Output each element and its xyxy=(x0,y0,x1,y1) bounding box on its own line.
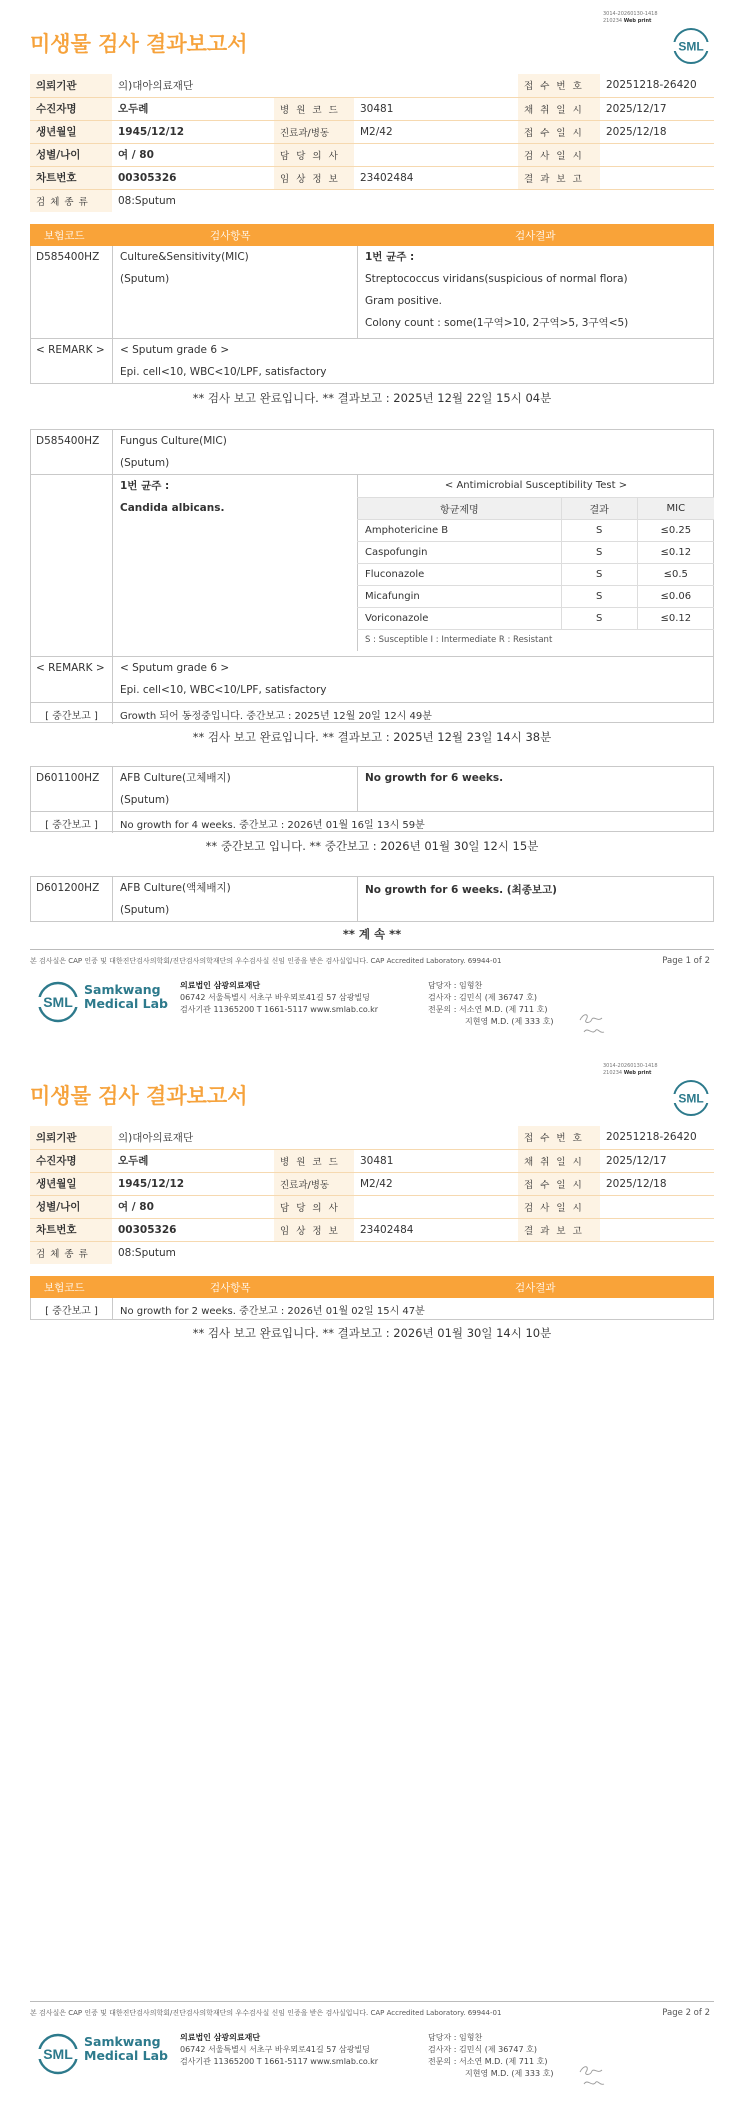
test-block-fungus-culture xyxy=(30,429,714,723)
test-code: D585400HZ xyxy=(31,430,113,474)
interim-text: No growth for 2 weeks. 중간보고 : 2026년 01월 02일 15시 47분 xyxy=(120,1306,425,1317)
test-name: AFB Culture(액체배지) xyxy=(120,882,231,894)
collect-date-label: 채 취 일 시 xyxy=(518,97,600,120)
ast-title: < Antimicrobial Susceptibility Test > xyxy=(358,475,715,497)
birth-value: 1945/12/12 xyxy=(112,120,274,143)
lab-staff: 담당자 : 임형찬 검사자 : 김민식 (제 36747 호) 전문의 : 서소연 M.D. (제 711 호) 지현영 M.D. (제 333 호) xyxy=(428,2033,554,2078)
page-number: Page 2 of 2 xyxy=(662,2008,710,2018)
test-name: Fungus Culture(MIC) xyxy=(120,435,227,447)
interim-report-line: ** 중간보고 입니다. ** 중간보고 : 2026년 01월 30일 12시 15분 xyxy=(205,839,539,853)
sml-logo-icon xyxy=(672,1079,710,1117)
signature-icon xyxy=(578,1010,608,1040)
test-specimen: (Sputum) xyxy=(120,794,170,806)
interim-label: [ 중간보고 ] xyxy=(31,703,113,724)
test-code: D585400HZ xyxy=(31,246,113,338)
report-title: 미생물 검사 결과보고서 xyxy=(30,1084,248,1108)
ast-header-mic: MIC xyxy=(637,497,714,519)
remark-label: < REMARK > xyxy=(31,657,113,702)
test-result: No growth for 6 weeks. xyxy=(357,767,713,811)
collect-date-value: 2025/12/17 xyxy=(600,97,714,120)
clinical-info-value: 23402484 xyxy=(354,166,518,189)
sml-footer-logo-icon xyxy=(36,980,80,1024)
report-complete-line: ** 검사 보고 완료입니다. ** 결과보고 : 2026년 01월 30일 14시 10분 xyxy=(192,1326,552,1340)
test-code: D601100HZ xyxy=(31,767,113,811)
ast-row: Amphotericine B S ≤0.25 xyxy=(358,519,715,541)
cap-note: 본 검사실은 CAP 인증 및 대한진단검사의학회/진단검사의학재단의 우수검사실 신임 인증을 받은 검사실입니다. CAP Accredited Laboratory. 69944-01 xyxy=(30,957,502,965)
lab-staff: 담당자 : 임형찬 검사자 : 김민식 (제 36747 호) 전문의 : 서소연 M.D. (제 711 호) 지현영 M.D. (제 333 호) xyxy=(428,981,554,1026)
interim-text: Growth 되어 동정중입니다. 중간보고 : 2025년 12월 20일 12시 49분 xyxy=(120,711,432,722)
ast-row: Micafungin S ≤0.06 xyxy=(358,585,715,607)
name-label: 수진자명 xyxy=(30,97,112,120)
svg-text:SML: SML xyxy=(43,2046,73,2062)
header-result: 검사결과 xyxy=(515,230,556,242)
receipt-no-label: 접 수 번 호 xyxy=(518,74,600,97)
test-date-label: 검 사 일 시 xyxy=(518,143,600,166)
receipt-no-value: 20251218-26420 xyxy=(600,74,714,97)
ast-row: Caspofungin S ≤0.12 xyxy=(358,541,715,563)
dept-label: 진료과/병동 xyxy=(274,120,354,143)
test-specimen: (Sputum) xyxy=(120,273,170,285)
report-date-value xyxy=(600,166,714,189)
continued-label: ** 계 속 ** xyxy=(342,927,402,941)
remark-label: < REMARK > xyxy=(31,339,113,384)
test-block-continued xyxy=(30,1298,714,1320)
dept-value: M2/42 xyxy=(354,120,518,143)
sml-logo-icon xyxy=(672,27,710,65)
report-page-2 xyxy=(0,1052,744,2104)
test-date-value xyxy=(600,143,714,166)
test-code: D601200HZ xyxy=(31,877,113,921)
hospital-code-value: 30481 xyxy=(354,97,518,120)
cap-note: 본 검사실은 CAP 인증 및 대한진단검사의학회/진단검사의학재단의 우수검사실 신임 인증을 받은 검사실입니다. CAP Accredited Laboratory. 69944-01 xyxy=(30,2009,502,2017)
strain-label: 1번 균주 : xyxy=(120,480,170,492)
svg-text:SML: SML xyxy=(678,39,704,54)
receive-date-label: 접 수 일 시 xyxy=(518,120,600,143)
header-code: 보험코드 xyxy=(44,230,85,242)
lab-name: Samkwang Medical Lab xyxy=(84,2034,168,2063)
name-value: 오두례 xyxy=(112,97,274,120)
ast-header-drug: 항균제명 xyxy=(358,497,562,519)
interim-text: No growth for 4 weeks. 중간보고 : 2026년 01월 16일 13시 59분 xyxy=(120,820,425,831)
report-date-label: 결 과 보 고 xyxy=(518,166,600,189)
print-stamp: 3014-20260130-1418 210234 Web print xyxy=(603,11,658,24)
test-block-afb-solid xyxy=(30,766,714,832)
interim-label: [ 중간보고 ] xyxy=(31,1298,113,1320)
test-specimen: (Sputum) xyxy=(120,457,170,469)
ast-row: Voriconazole S ≤0.12 xyxy=(358,607,715,629)
page-number: Page 1 of 2 xyxy=(662,956,710,966)
test-block-afb-liquid xyxy=(30,876,714,922)
interim-label: [ 중간보고 ] xyxy=(31,812,113,833)
lab-address: 의료법인 삼광의료재단 06742 서울특별시 서초구 바우뫼로41길 57 삼광빌딩 검사기관 11365200 T 1661-5117 www.smlab.co.kr xyxy=(180,981,379,1014)
svg-text:SML: SML xyxy=(43,994,73,1010)
print-stamp: 3014-20260130-1418 210234 Web print xyxy=(603,1063,658,1076)
ast-legend: S : Susceptible I : Intermediate R : Resistant xyxy=(358,629,715,651)
clinical-info-label: 임 상 정 보 xyxy=(274,166,354,189)
chart-no-value: 00305326 xyxy=(112,166,274,189)
header-item: 검사항목 xyxy=(210,230,251,242)
specimen-label: 검 체 종 류 xyxy=(30,189,112,212)
svg-text:SML: SML xyxy=(678,1091,704,1106)
result-header-bar xyxy=(30,224,714,246)
hospital-code-label: 병 원 코 드 xyxy=(274,97,354,120)
lab-address: 의료법인 삼광의료재단 06742 서울특별시 서초구 바우뫼로41길 57 삼광빌딩 검사기관 11365200 T 1661-5117 www.smlab.co.kr xyxy=(180,2033,379,2066)
report-complete-line: ** 검사 보고 완료입니다. ** 결과보고 : 2025년 12월 23일 14시 38분 xyxy=(192,730,552,744)
sex-age-label: 성별/나이 xyxy=(30,143,112,166)
result-header-bar: 보험코드 검사항목 검사결과 xyxy=(30,1276,714,1298)
patient-info-table xyxy=(30,74,714,212)
ast-table xyxy=(357,475,714,651)
test-result: 1번 균주 : Streptococcus viridans(suspicious of normal flora) Gram positive. Colony count : some(1구역>10, 2구역>5, 3구역<5) xyxy=(357,246,713,338)
report-complete-line: ** 검사 보고 완료입니다. ** 결과보고 : 2025년 12월 22일 15시 04분 xyxy=(192,391,552,405)
signature-icon xyxy=(578,2062,608,2092)
remark-text: < Sputum grade 6 > Epi. cell<10, WBC<10/LPF, satisfactory xyxy=(120,344,327,378)
lab-name: Samkwang Medical Lab xyxy=(84,982,168,1011)
institution-value: 의)대아의료재단 xyxy=(112,74,518,97)
receive-date-value: 2025/12/18 xyxy=(600,120,714,143)
patient-info-table: 의뢰기관 의)대아의료재단 접 수 번 호 20251218-26420 수진자명 오두례 병 원 코 드 30481 채 취 일 시 2025/12/17 생년월일 1945/12/12 진료과/병동 M2/42 접 수 일 시 2025/12/18 성별/나이 여 / 80 담 당 의 사 검 사 일 시 차트번호 00305326 임 상 정 보 23402484 결 과 보 고 검 체 종 류 08:Sputum xyxy=(30,1126,714,1264)
test-result: No growth for 6 weeks. (최종보고) xyxy=(357,877,713,921)
doctor-value xyxy=(354,143,518,166)
birth-label: 생년월일 xyxy=(30,120,112,143)
remark-text: < Sputum grade 6 > Epi. cell<10, WBC<10/LPF, satisfactory xyxy=(120,662,327,696)
test-block-culture-sensitivity xyxy=(30,246,714,384)
institution-label: 의뢰기관 xyxy=(30,74,112,97)
specimen-value: 08:Sputum xyxy=(118,194,176,207)
sml-footer-logo-icon xyxy=(36,2032,80,2076)
test-name: Culture&Sensitivity(MIC) xyxy=(120,251,249,263)
strain-name: Candida albicans. xyxy=(120,502,225,514)
chart-no-label: 차트번호 xyxy=(30,166,112,189)
test-specimen: (Sputum) xyxy=(120,904,170,916)
report-title: 미생물 검사 결과보고서 xyxy=(30,32,248,56)
ast-header-result: 결과 xyxy=(561,497,637,519)
sex-age-value: 여 / 80 xyxy=(112,143,274,166)
ast-row: Fluconazole S ≤0.5 xyxy=(358,563,715,585)
doctor-label: 담 당 의 사 xyxy=(274,143,354,166)
test-name: AFB Culture(고체배지) xyxy=(120,772,231,784)
